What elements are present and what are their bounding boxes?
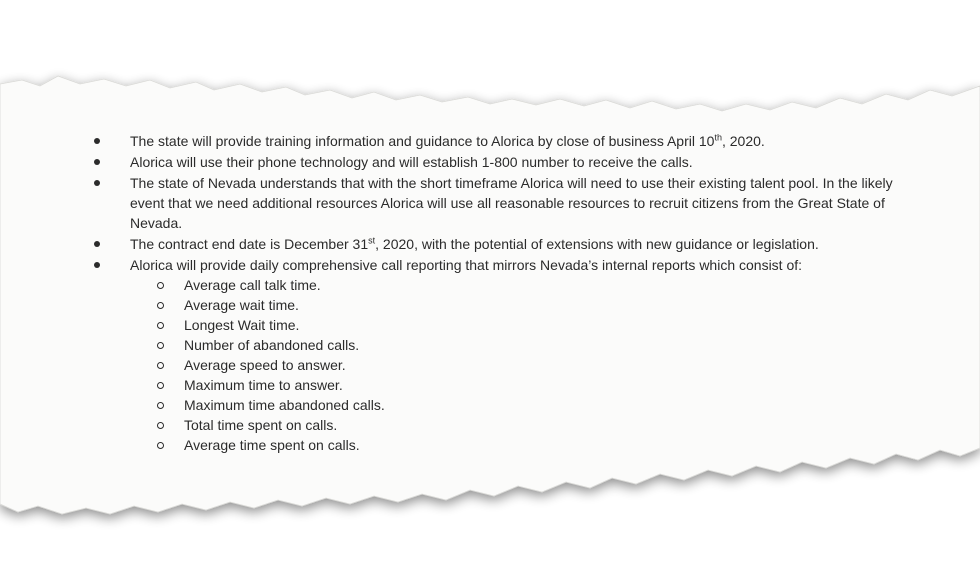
bullet-item-reporting bbox=[94, 255, 894, 455]
bullet-item-phone bbox=[94, 152, 894, 172]
bullet-item-contract-end bbox=[94, 234, 894, 254]
bullet-tail: , 2020, with the potential of extensions with new guidance or legislation. bbox=[375, 236, 819, 252]
sub-item: Maximum time to answer. bbox=[157, 375, 894, 395]
sub-item: Maximum time abandoned calls. bbox=[157, 395, 894, 415]
bullet-text: The state of Nevada understands that with the short timeframe Alorica will need to use their existing talent pool. In the likely event that we need additional resources Alorica will use all reasonable resources to recruit citizens from the Great State of Nevada. bbox=[130, 175, 893, 231]
bullet-text: The state will provide training information and guidance to Alorica by close of business April 10 bbox=[130, 133, 715, 149]
ordinal-suffix: th bbox=[714, 132, 722, 143]
bullet-item-training bbox=[94, 131, 894, 151]
ordinal-suffix: st bbox=[368, 235, 376, 246]
bullet-text: The contract end date is December 31 bbox=[130, 236, 369, 252]
sub-item: Average wait time. bbox=[157, 295, 894, 315]
bullet-item-talent-pool bbox=[94, 173, 894, 233]
sub-item: Total time spent on calls. bbox=[157, 415, 894, 435]
bullet-tail: , 2020. bbox=[721, 133, 765, 149]
sub-item: Average speed to answer. bbox=[157, 355, 894, 375]
sub-item: Average call talk time. bbox=[157, 275, 894, 295]
sub-item: Longest Wait time. bbox=[157, 315, 894, 335]
bullet-text: Alorica will provide daily comprehensive call reporting that mirrors Nevada’s internal reports which consist of: bbox=[130, 257, 803, 273]
sub-list bbox=[130, 275, 894, 455]
sub-item: Number of abandoned calls. bbox=[157, 335, 894, 355]
sub-item: Average time spent on calls. bbox=[157, 435, 894, 455]
bullet-list bbox=[94, 131, 894, 456]
bullet-text: Alorica will use their phone technology and will establish 1-800 number to receive the calls. bbox=[130, 154, 693, 170]
